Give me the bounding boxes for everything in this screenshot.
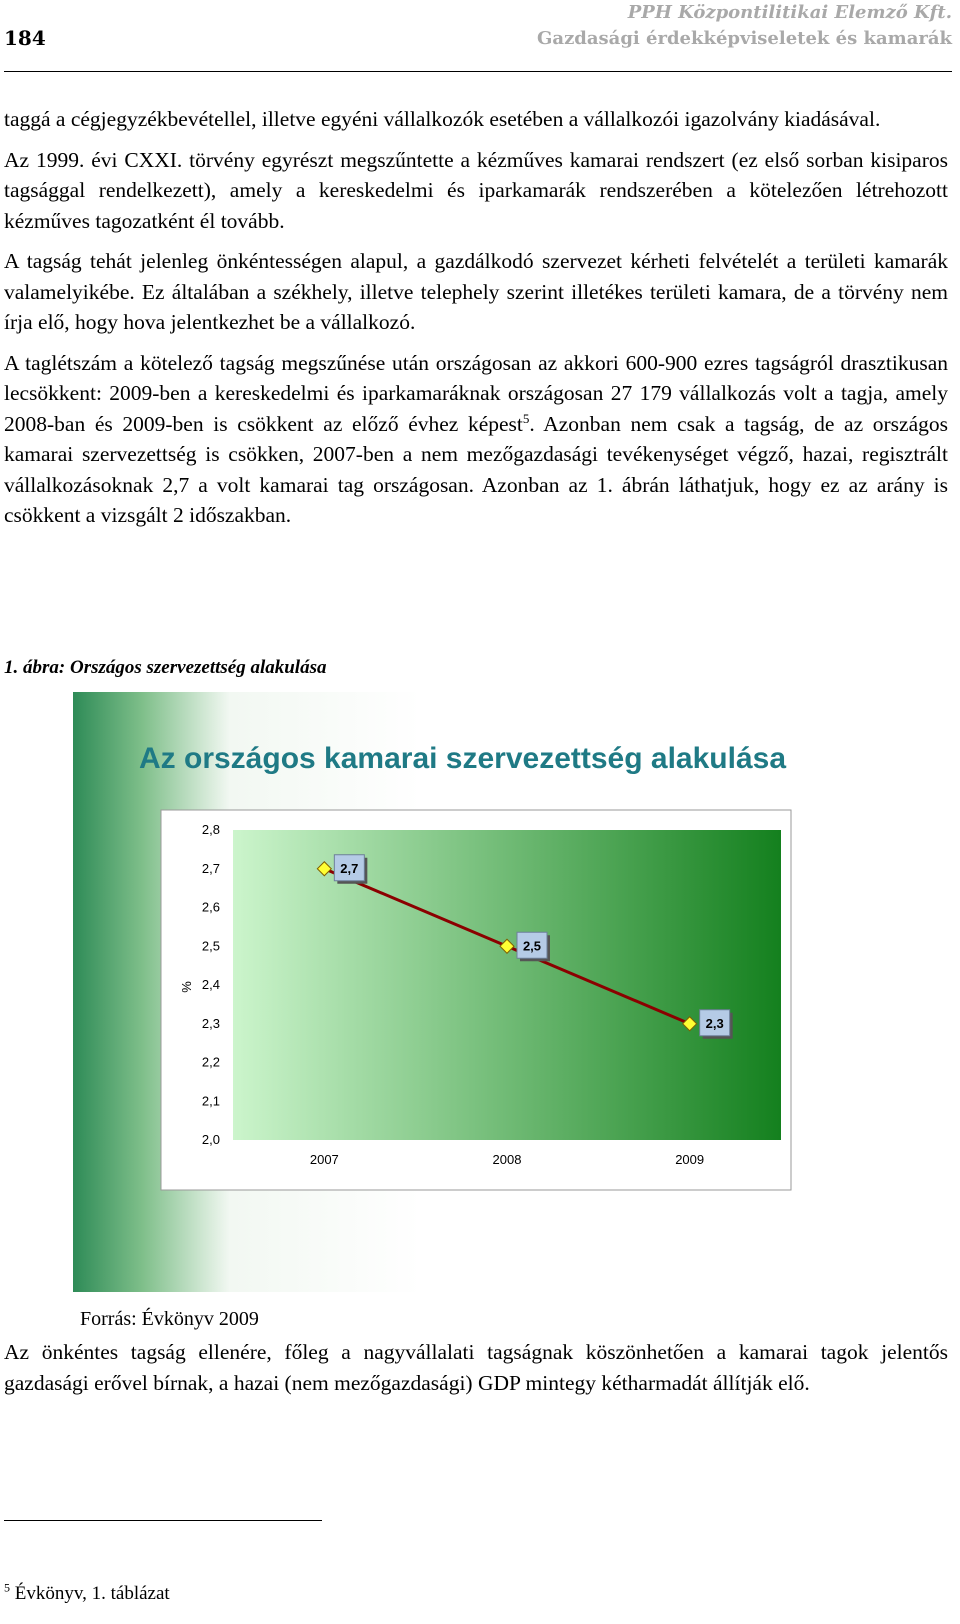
publisher-name: PPH Központilitikai Elemző Kft. — [627, 2, 952, 23]
y-tick-label: 2,4 — [201, 977, 220, 992]
x-tick-label: 2008 — [492, 1152, 522, 1167]
footnote-text: Évkönyv, 1. táblázat — [14, 1583, 170, 1604]
data-label: 2,5 — [522, 938, 542, 954]
y-tick-label: 2,1 — [201, 1093, 220, 1109]
y-tick-label: 2,0 — [201, 1132, 220, 1147]
y-tick-label: 2,6 — [201, 899, 220, 915]
paragraph-4-part-2: . Azonban nem csak a tagság, de az országos kamarai szervezettség is csökken, 2007-ben a nem mezőgazdasági tevékenységet végző, hazai, regisztrált vállalkozásoknak 2,7 a volt kamarai tag országosan. Azonban az 1. ábrán láthatjuk, hogy ez az arány is csökkent a vizsgált 2 időszakban. — [4, 411, 948, 527]
x-tick-label: 2009 — [675, 1152, 705, 1167]
y-tick-label: 2,5 — [201, 938, 220, 954]
chart-title: Az országos kamarai szervezettség alakulása — [139, 742, 787, 775]
y-tick-label: 2,2 — [201, 1054, 220, 1070]
paragraph-4-part-1: A taglétszám a kötelező tagság megszűnése után országosan az akkori 600-900 ezres tagságról drasztikusan lecsökkent: 2009-ben a kereskedelmi és iparkamaráknak országosan 27 179 vállalkozás volt a tagja, amely 2008-ban és 2009-ben is csökkent az előző évhez képest — [4, 350, 948, 436]
closing-text — [4, 1337, 948, 1408]
figure-source: Forrás: Évkönyv 2009 — [80, 1308, 259, 1330]
figure-caption: 1. ábra: Országos szervezettség alakulása — [4, 657, 327, 678]
header-rule — [4, 71, 952, 72]
y-axis-label: % — [179, 981, 194, 993]
main-text — [4, 104, 948, 541]
page-number: 184 — [4, 26, 46, 50]
paragraph-3: A tagság tehát jelenleg önkéntességen alapul, a gazdálkodó szervezet kérheti felvételét a területi kamarák valamelyikébe. Ez általában a székhely, illetve telephely szerint illetékes területi kamara, de a törvény nem írja elő, hogy hova jelentkezhet be a vállalkozó. — [4, 249, 948, 334]
y-tick-label: 2,7 — [201, 860, 220, 876]
data-label: 2,7 — [340, 860, 359, 876]
x-tick-label: 2007 — [309, 1152, 339, 1167]
y-tick-label: 2,8 — [201, 822, 220, 837]
paragraph-1: taggá a cégjegyzékbevétellel, illetve egyéni vállalkozók esetében a vállalkozói igazolvány kiadásával. — [4, 107, 881, 131]
paragraph-4 — [4, 348, 948, 531]
section-title: Gazdasági érdekképviseletek és kamarák — [537, 28, 952, 49]
line-chart — [73, 692, 943, 1292]
paragraph-2: Az 1999. évi CXXI. törvény egyrészt megszűntette a kézműves kamarai rendszert (ez első sorban kisiparos tagsággal rendelkezett), amely a kereskedelmi és iparkamarák rendszerében a kötelezően létrehozott kézműves tagozatként él tovább. — [4, 147, 948, 233]
data-label: 2,3 — [705, 1015, 724, 1031]
plot-area — [233, 830, 781, 1140]
footnote — [4, 1580, 170, 1605]
chart-container — [73, 692, 943, 1292]
closing-paragraph: Az önkéntes tagság ellenére, főleg a nagyvállalati tagságnak köszönhetően a kamarai tagok jelentős gazdasági erővel bírnak, a hazai (nem mezőgazdasági) GDP mintegy kétharmadát állítják elő. — [4, 1340, 948, 1395]
running-header — [537, 0, 952, 52]
y-tick-label: 2,3 — [201, 1015, 220, 1031]
footnote-number: 5 — [4, 1580, 10, 1595]
footnote-rule — [4, 1520, 322, 1521]
footnote-reference[interactable]: 5 — [522, 410, 530, 426]
